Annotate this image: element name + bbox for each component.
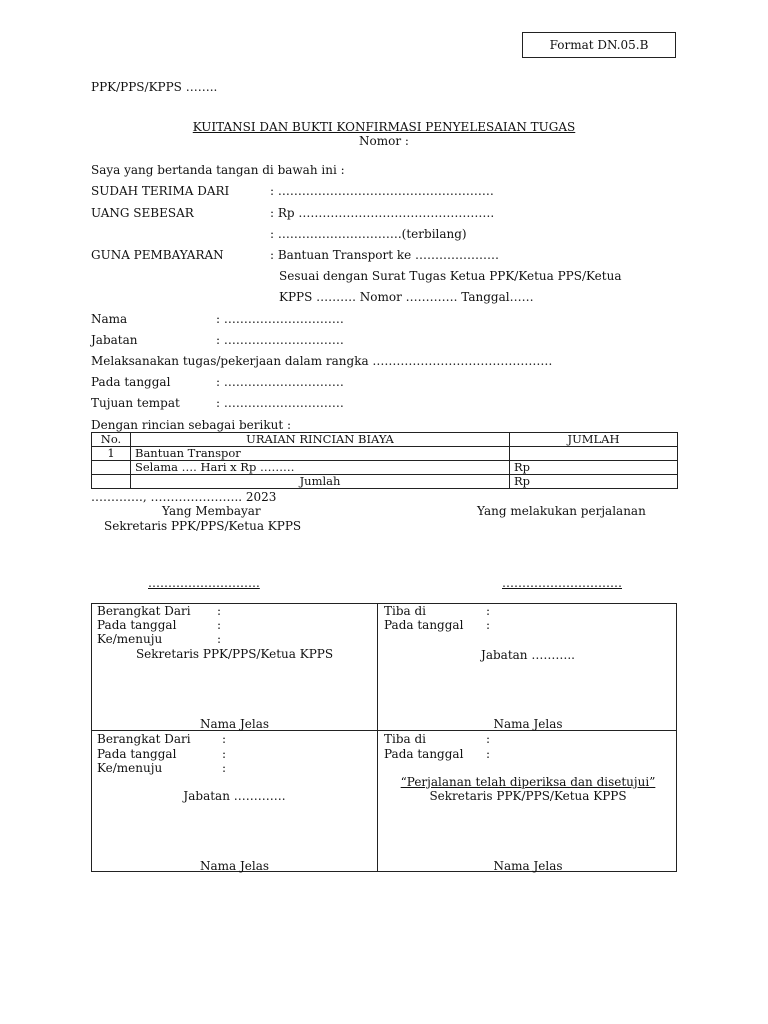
col-header-jumlah: JUMLAH [510,433,678,447]
tr-tiba-label: Tiba di [384,604,427,618]
table-row [92,447,678,461]
jabatan-label: Jabatan [91,333,138,347]
tr-nama-jelas: Nama Jelas [493,717,563,731]
terima-label: SUDAH TERIMA DARI [91,184,230,198]
left-signature-title: Yang Membayar [162,504,261,518]
row2-amount: Rp [510,461,678,475]
header-org: PPK/PPS/KPPS …….. [91,80,218,94]
bl-pada-tanggal-colon: : [222,747,227,761]
pada-tanggal-value: : ………………………… [216,375,344,389]
col-header-uraian: URAIAN RINCIAN BIAYA [131,433,510,447]
bl-jabatan: Jabatan …………. [183,789,286,803]
br-diperiksa-note: “Perjalanan telah diperiksa dan disetujui” [400,775,656,789]
br-tiba-label: Tiba di [384,732,427,746]
nomor-line: Nomor : [359,134,409,148]
guna-value: : Bantuan Transport ke ………………… [270,248,500,262]
tl-pada-tanggal-label: Pada tanggal [97,618,177,632]
row1-no: 1 [92,447,131,461]
bl-berangkat-colon: : [222,732,227,746]
br-nama-jelas: Nama Jelas [493,859,563,873]
left-signature-role: Sekretaris PPK/PPS/Ketua KPPS [104,519,302,533]
total-label: Jumlah [131,475,510,489]
tl-nama-jelas: Nama Jelas [199,717,270,731]
uang-value: : Rp …………………………………………. [270,206,495,220]
travel-confirmation-grid [91,603,677,872]
guna-line-3: KPPS ………. Nomor …………. Tanggal…… [279,290,534,304]
tl-ke-menuju-colon: : [217,632,222,646]
terbilang-value: : ………………………….(terbilang) [270,227,467,241]
tujuan-value: : ………………………… [216,396,344,410]
nama-value: : ………………………… [216,312,344,326]
jabatan-value: : ………………………… [216,333,344,347]
left-signature-blank: ………………………. [148,576,260,590]
tr-pada-tanggal-label: Pada tanggal [384,618,464,632]
br-sekretaris-role: Sekretaris PPK/PPS/Ketua KPPS [429,789,627,803]
tr-tiba-colon: : [486,604,491,618]
intro-text: Saya yang bertanda tangan di bawah ini : [91,163,345,177]
row2-no [92,461,131,475]
grid-divider-vertical [377,604,378,871]
tl-ke-menuju-label: Ke/menuju [97,632,163,646]
tr-pada-tanggal-colon: : [486,618,491,632]
right-signature-title: Yang melakukan perjalanan [477,504,646,518]
right-signature-blank: ………………………… [502,576,622,590]
tl-sekretaris-role: Sekretaris PPK/PPS/Ketua KPPS [135,647,334,661]
tujuan-label: Tujuan tempat [91,396,180,410]
row1-desc: Bantuan Transpor [131,447,510,461]
tl-berangkat-colon: : [217,604,222,618]
bl-pada-tanggal-label: Pada tanggal [97,747,177,761]
date-line: …………., ………………….. 2023 [91,490,277,504]
guna-label: GUNA PEMBAYARAN [91,248,224,262]
row1-amount [510,447,678,461]
table-total-row [92,475,678,489]
bl-berangkat-label: Berangkat Dari [97,732,191,746]
tl-pada-tanggal-colon: : [217,618,222,632]
br-tiba-colon: : [486,732,491,746]
col-header-no: No. [92,433,131,447]
row2-desc: Selama …. Hari x Rp ……… [131,461,510,475]
br-pada-tanggal-colon: : [486,747,491,761]
nama-label: Nama [91,312,128,326]
uang-label: UANG SEBESAR [91,206,194,220]
bl-nama-jelas: Nama Jelas [199,859,270,873]
melaksanakan-line: Melaksanakan tugas/pekerjaan dalam rangka ……………………………………… [91,354,553,368]
total-amount: Rp [510,475,678,489]
terima-value: : ……………………………………………… [270,184,494,198]
br-pada-tanggal-label: Pada tanggal [384,747,464,761]
format-label: Format DN.05.B [522,32,676,58]
pada-tanggal-label: Pada tanggal [91,375,171,389]
rincian-table [91,432,678,489]
bl-ke-menuju-colon: : [222,761,227,775]
rincian-intro: Dengan rincian sebagai berikut : [91,418,292,432]
bl-ke-menuju-label: Ke/menuju [97,761,163,775]
tl-berangkat-label: Berangkat Dari [97,604,191,618]
guna-line-2: Sesuai dengan Surat Tugas Ketua PPK/Ketua PPS/Ketua [279,269,622,283]
table-row [92,461,678,475]
document-title: KUITANSI DAN BUKTI KONFIRMASI PENYELESAIAN TUGAS [192,120,576,134]
total-no [92,475,131,489]
tr-jabatan: Jabatan ……….. [481,648,575,662]
table-header-row [92,433,678,447]
